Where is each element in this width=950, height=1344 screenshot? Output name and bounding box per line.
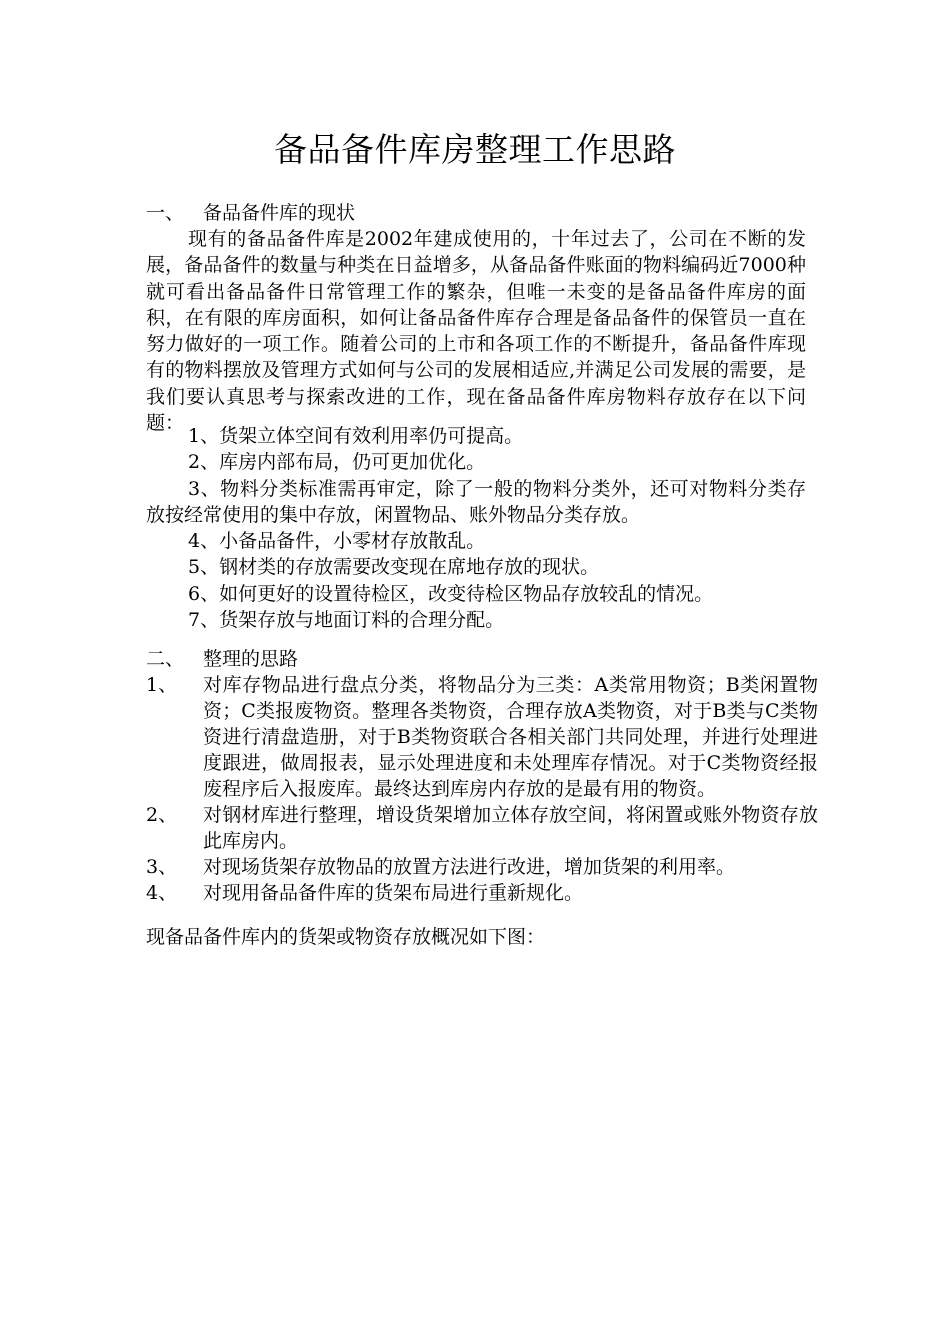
issue-item-3: 3、物料分类标准需再审定，除了一般的物料分类外，还可对物料分类存放按经常使用的集中存放，闲置物品、账外物品分类存放。: [146, 477, 806, 526]
step-number: 2、: [146, 804, 178, 826]
step-item-4: [146, 880, 818, 906]
issue-item-5: 5、钢材类的存放需要改变现在席地存放的现状。: [188, 556, 600, 579]
issue-item-6: 6、如何更好的设置待检区，改变待检区物品存放较乱的情况。: [188, 582, 714, 605]
closing-line: 现备品备件库内的货架或物资存放概况如下图：: [146, 926, 546, 948]
issue-item-2: 2、库房内部布局，仍可更加优化。: [188, 451, 486, 474]
section1-heading: [146, 200, 355, 226]
step-text: 对库存物品进行盘点分类，将物品分为三类：A类常用物资；B类闲置物资；C类报废物资。整理各类物资，合理存放A类物资，对于B类与C类物资进行清盘造册，对于B类物资联合各相关部门共同处理，并进行处理进度跟进，做周报表，显示处理进度和未处理库存情况。对于C类物资经报废程序后入报废库。最终达到库房内存放的是最有用的物资。: [203, 674, 818, 800]
step-text: 对现用备品备件库的货架布局进行重新规化。: [203, 882, 584, 904]
section1-number: 一、: [146, 202, 185, 224]
steps-list: [146, 672, 818, 906]
step-item-3: [146, 854, 818, 880]
issue-item-1: 1、货架立体空间有效利用率仍可提高。: [188, 425, 524, 447]
step-number: 1、: [146, 674, 178, 696]
issues-list: [146, 423, 806, 633]
step-text: 对现场货架存放物品的放置方法进行改进，增加货架的利用率。: [203, 856, 736, 878]
section1-paragraph: 现有的备品备件库是2002年建成使用的，十年过去了，公司在不断的发展，备品备件的数量与种类在日益增多，从备品备件账面的物料编码近7000种就可看出备品备件日常管理工作的繁杂，但唯一未变的是备品备件库房的面积，在有限的库房面积，如何让备品备件库存合理是备品备件的保管员一直在努力做好的一项工作。随着公司的上市和各项工作的不断提升，备品备件库现有的物料摆放及管理方式如何与公司的发展相适应,并满足公司发展的需要，是我们要认真思考与探索改进的工作，现在备品备件库房物料存放存在以下问题：: [146, 228, 806, 435]
section2-heading: [146, 646, 298, 672]
step-item-2: [146, 802, 818, 854]
section2-heading-text: 整理的思路: [203, 648, 299, 670]
issue-item-4: 4、小备品备件，小零材存放散乱。: [188, 530, 486, 553]
section1-heading-text: 备品备件库的现状: [203, 202, 356, 224]
document-title: 备品备件库房整理工作思路: [274, 130, 676, 169]
section2-number: 二、: [146, 648, 185, 670]
issue-item-7: 7、货架存放与地面订料的合理分配。: [188, 609, 505, 632]
step-text: 对钢材库进行整理，增设货架增加立体存放空间，将闲置或账外物资存放此库房内。: [203, 804, 818, 852]
step-number: 3、: [146, 856, 178, 878]
step-item-1: [146, 672, 818, 802]
step-number: 4、: [146, 882, 178, 904]
